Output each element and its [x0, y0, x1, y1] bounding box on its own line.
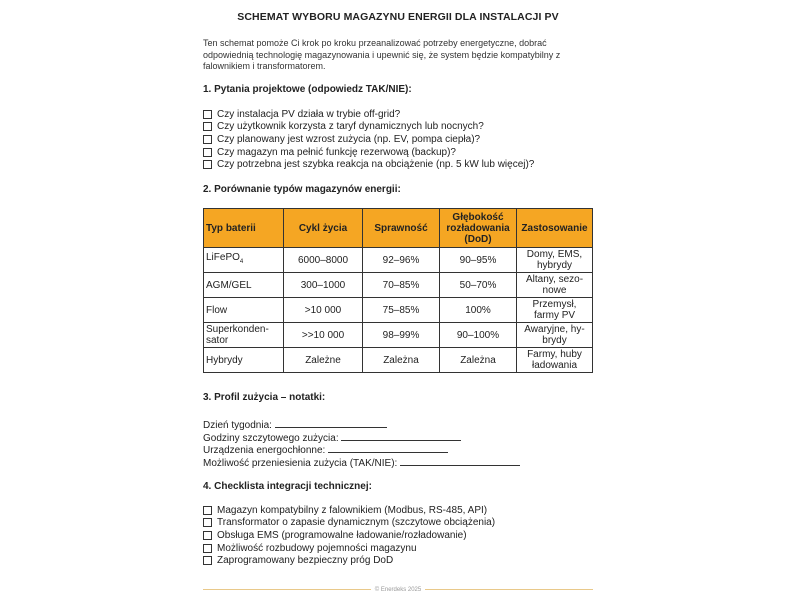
table-cell: 300–1000 [284, 273, 363, 298]
checklist-item: Transformator o zapasie dynamicznym (szczytowe obciążenia) [203, 517, 593, 530]
integration-checklist [203, 504, 593, 567]
blank-field[interactable] [341, 431, 461, 441]
question-item: Czy instalacja PV działa w trybie off-grid? [203, 108, 593, 121]
checklist-item: Magazyn kompatybilny z falownikiem (Modbus, RS-485, API) [203, 504, 593, 517]
table-cell: 50–70% [440, 273, 517, 298]
table-header-row [204, 209, 593, 248]
table-cell: AGM/GEL [204, 273, 284, 298]
table-row [204, 298, 593, 323]
table-cell: 75–85% [363, 298, 440, 323]
usage-notes [203, 418, 593, 468]
table-cell: >>10 000 [284, 323, 363, 348]
table-cell: Zależna [440, 348, 517, 373]
table-cell: >10 000 [284, 298, 363, 323]
column-header: Zastosowanie [517, 209, 593, 248]
table-row [204, 273, 593, 298]
table-cell: LiFePO$_4$ [204, 248, 284, 273]
column-header: Cykl życia [284, 209, 363, 248]
note-line: Godziny szczytowego zużycia: [203, 431, 593, 444]
checkbox[interactable] [203, 531, 212, 540]
table-cell: 70–85% [363, 273, 440, 298]
checkbox[interactable] [203, 122, 212, 131]
table-cell: 90–95% [440, 248, 517, 273]
table-cell: Zależna [363, 348, 440, 373]
table-cell: 92–96% [363, 248, 440, 273]
intro-paragraph: Ten schemat pomoże Ci krok po kroku przeanalizować potrzeby energetyczne, dobrać odpowiednią technologię magazynowania i upewnić się, że system będzie kompatybilny z falownikiem i transformatorem. [203, 38, 561, 71]
section3-heading: 3. Profil zużycia – notatki: [203, 392, 326, 403]
table-cell: Domy, EMS, hybrydy [517, 248, 593, 273]
table-cell: 98–99% [363, 323, 440, 348]
checklist-item: Obsługa EMS (programowalne ładowanie/rozładowanie) [203, 529, 593, 542]
blank-field[interactable] [275, 418, 387, 428]
checkbox[interactable] [203, 135, 212, 144]
question-item: Czy planowany jest wzrost zużycia (np. EV, pompa ciepła)? [203, 133, 593, 146]
document-title: SCHEMAT WYBORU MAGAZYNU ENERGII DLA INSTALACJI PV [237, 11, 559, 23]
section4-heading: 4. Checklista integracji technicznej: [203, 481, 372, 492]
table-cell: 6000–8000 [284, 248, 363, 273]
table-row [204, 348, 593, 373]
table-cell: Flow [204, 298, 284, 323]
checklist-item: Możliwość rozbudowy pojemności magazynu [203, 542, 593, 555]
blank-field[interactable] [328, 443, 448, 453]
question-item: Czy potrzebna jest szybka reakcja na obciążenie (np. 5 kW lub więcej)? [203, 158, 593, 171]
checkbox[interactable] [203, 148, 212, 157]
checkbox[interactable] [203, 544, 212, 553]
table-cell: Hybrydy [204, 348, 284, 373]
battery-comparison-table [203, 208, 593, 373]
checkbox[interactable] [203, 110, 212, 119]
checkbox[interactable] [203, 506, 212, 515]
column-header: Typ baterii [204, 209, 284, 248]
section1-heading: 1. Pytania projektowe (odpowiedz TAK/NIE): [203, 84, 412, 95]
checkbox[interactable] [203, 556, 212, 565]
note-line: Urządzenia energochłonne: [203, 443, 593, 456]
table-cell: Przemysł, farmy PV [517, 298, 593, 323]
section2-heading: 2. Porównanie typów magazynów energii: [203, 184, 401, 195]
table-cell: Awaryjne, hy-brydy [517, 323, 593, 348]
column-header: Głębokość rozładowania (DoD) [440, 209, 517, 248]
table-cell: Superkonden-sator [204, 323, 284, 348]
checkbox[interactable] [203, 160, 212, 169]
table-row [204, 248, 593, 273]
project-questions-list [203, 108, 593, 171]
blank-field[interactable] [400, 456, 520, 466]
checkbox[interactable] [203, 518, 212, 527]
table-cell: Farmy, huby ładowania [517, 348, 593, 373]
table-cell: Zależne [284, 348, 363, 373]
checklist-item: Zaprogramowany bezpieczny próg DoD [203, 554, 593, 567]
table-row [204, 323, 593, 348]
note-line: Możliwość przeniesienia zużycia (TAK/NIE): [203, 456, 593, 469]
table-cell: Altany, sezo-nowe [517, 273, 593, 298]
table-cell: 100% [440, 298, 517, 323]
note-line: Dzień tygodnia: [203, 418, 593, 431]
footer: © Enerdeks 2025 [203, 587, 593, 593]
column-header: Sprawność [363, 209, 440, 248]
question-item: Czy magazyn ma pełnić funkcję rezerwową (backup)? [203, 146, 593, 159]
question-item: Czy użytkownik korzysta z taryf dynamicznych lub nocnych? [203, 121, 593, 134]
table-cell: 90–100% [440, 323, 517, 348]
